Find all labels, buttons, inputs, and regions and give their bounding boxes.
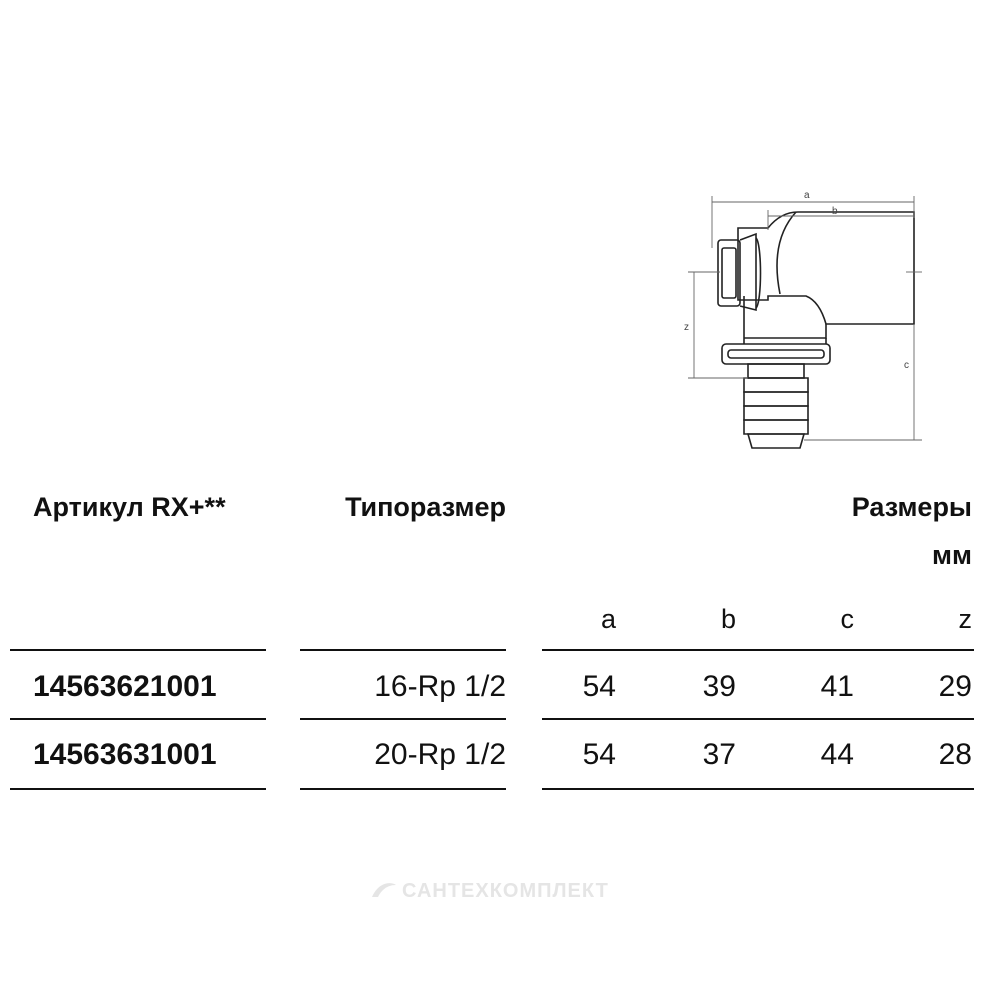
dim-label-a: a xyxy=(804,190,810,201)
row2-c: 44 xyxy=(820,738,854,771)
rule-row1-size xyxy=(300,718,506,720)
row2-size: 20-Rp 1/2 xyxy=(374,738,506,771)
rule-row1-dims xyxy=(542,718,974,720)
row1-c: 41 xyxy=(820,670,854,703)
row2-code: 14563631001 xyxy=(33,738,217,771)
row1-size: 16-Rp 1/2 xyxy=(374,670,506,703)
rule-row2-article xyxy=(10,788,266,790)
watermark-logo-icon xyxy=(368,879,398,903)
row2-z: 28 xyxy=(938,738,972,771)
row1-a: 54 xyxy=(582,670,616,703)
header-size: Типоразмер xyxy=(345,492,506,522)
dim-header-b: b xyxy=(720,604,736,634)
rule-row2-dims xyxy=(542,788,974,790)
header-unit: мм xyxy=(932,540,972,570)
rule-header-dims xyxy=(542,649,974,651)
row1-code: 14563621001 xyxy=(33,670,217,703)
header-dimensions: Размеры xyxy=(851,492,972,522)
watermark-text: САНТЕХКОМПЛЕКТ xyxy=(402,880,609,902)
dim-label-b: b xyxy=(832,206,838,217)
row1-z: 29 xyxy=(938,670,972,703)
rule-row2-size xyxy=(300,788,506,790)
rule-header-article xyxy=(10,649,266,651)
row1-b: 39 xyxy=(702,670,736,703)
row2-a: 54 xyxy=(582,738,616,771)
dim-header-z: z xyxy=(958,604,972,634)
rule-header-size xyxy=(300,649,506,651)
fitting-drawing xyxy=(676,178,976,468)
row2-b: 37 xyxy=(702,738,736,771)
rule-row1-article xyxy=(10,718,266,720)
dim-label-z: z xyxy=(684,322,689,333)
header-article: Артикул RX+** xyxy=(33,492,226,522)
dim-header-c: c xyxy=(840,604,854,634)
dim-header-a: a xyxy=(600,604,616,634)
dim-label-c: c xyxy=(904,360,909,371)
